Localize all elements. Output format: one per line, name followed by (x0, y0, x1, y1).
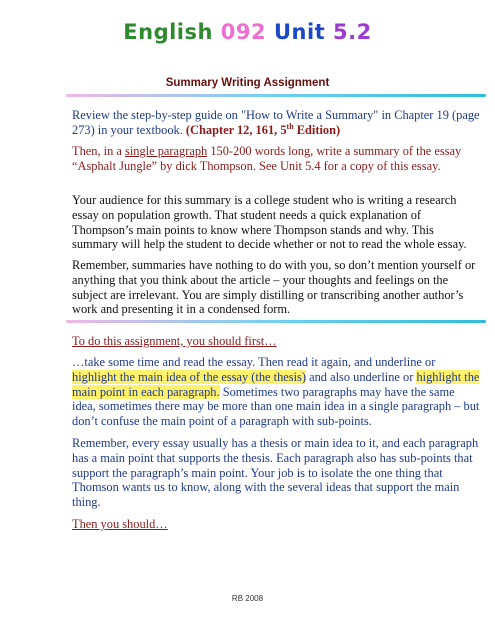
intro-text: Review the step-by-step guide on "How to Write a Summary" in Chapter 19 (page 273) in your textbook. (72, 108, 480, 137)
decorative-divider-2 (66, 320, 486, 323)
single-paragraph-link[interactable]: single paragraph (125, 144, 208, 158)
decorative-divider (66, 94, 486, 97)
audience-paragraph: Your audience for this summary is a college student who is writing a research essay on population growth. That student needs a quick explanation of Thompson’s main points to know where Thompson stands and why. This summary will help the student to decide whether or not to read the whole essay. (72, 193, 467, 252)
wordart-word-course: 092 (220, 20, 267, 44)
highlight-thesis: highlight the main idea of the essay (the thesis) (72, 369, 306, 384)
edition-note-post: Edition) (293, 122, 341, 137)
then-heading: Then you should… (72, 517, 168, 531)
wordart-word-english: English (123, 20, 213, 44)
remember-paragraph: Remember, summaries have nothing to do with you, so don’t mention yourself or anything that you think about the article – your thoughts and feelings on the subject are irrelevant. You are simply distilling or transcribing another author’s work and presenting it in a condensed form. (72, 258, 476, 317)
footer-credit: RB 2008 (231, 594, 264, 603)
wordart-title (0, 20, 495, 44)
first-text-pre: …take some time and read the essay. Then read it again, and underline or (72, 355, 436, 369)
first-text-post: Sometimes two paragraphs may have the same idea, sometimes there may be more than one main idea in a single paragraph – but don’t confuse the main point of a paragraph with sub-points. (72, 384, 480, 429)
first-steps-paragraph (72, 355, 480, 429)
edition-superscript: th (286, 121, 294, 131)
wordart-word-unit: Unit (273, 20, 326, 44)
first-steps-heading: To do this assignment, you should first… (72, 334, 277, 348)
assignment-title: Summary Writing Assignment (165, 77, 330, 89)
intro-paragraph (72, 108, 480, 138)
task-text-pre: Then, in a (72, 144, 125, 158)
task-paragraph (72, 144, 480, 174)
task-text-post: 150-200 words long, write a summary of the essay “Asphalt Jungle” by dick Thompson. See Unit 5.4 for a copy of this essay. (72, 144, 462, 173)
highlight-main-point: highlight the main point in each paragraph. (72, 369, 480, 399)
wordart-word-number: 5.2 (333, 20, 372, 44)
edition-note-pre: (Chapter 12, 161, 5 (185, 122, 287, 137)
edition-note (186, 123, 340, 137)
thesis-explanation-paragraph: Remember, every essay usually has a thesis or main idea to it, and each paragraph has a main point that supports the thesis. Each paragraph also has sub-points that support the paragraph’s main point. Your job is to isolate the one thing that Thomson wants us to know, along with the several ideas that support the main thing. (72, 436, 479, 510)
first-text-mid: and also underline or (306, 369, 417, 384)
